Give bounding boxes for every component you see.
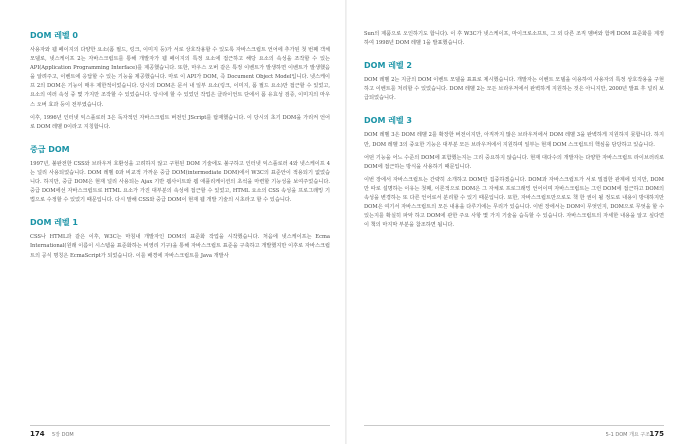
paragraph: 사용자와 웹 페이지의 다양한 요소(폼 필드, 링크, 이미지 등)가 서로 상호작용할 수 있도록 자바스크립트 언어에 추가된 첫 번째 객체 모델로, 넷스케이프 2는 자바스크립트를 통해 개발자가 웹 페이지의 특정 요소에 접근하고 해당 요소의 속성을 조작할 수 있는 API(Application Programming Interface)를 제공했습니다. 또한, 마우스 오버 같은 특정 이벤트가 발생하면 이벤트가 발생했음을 알려주고, 이벤트에 응답할 수 있는 기능을 제공했습니다. 마로 이 API가 DOM, 즉 Document Object Model입니다. 넷스케이프 2의 DOM은 기능이 매우 제한적이었습니다. 당시의 DOM은 문서 내 일부 요소(링크, 이미지, 폼 필드 요소)만 접근할 수 있었고, 요소의 여러 속성 중 몇 가지만 조작할 수 있었습니다. 당시에 할 수 있었던 작업은 클라이언트 단에서 폼 유효성 검증, 이미지의 마우스 오버 효과 등이 전부였습니다.: [30, 47, 330, 108]
paragraph: DOM 레벨 2는 지금의 DOM 이벤트 모델을 표표로 제시했습니다. 개발자는 이벤트 모델을 이용하여 사용자의 특정 상호작용을 구현하고 이벤트를 처리할 수 있었습니다. DOM 레벨 2는 모든 브라우저에서 완벽하게 지원하는 것은 아니지만, 2000년 발표 후 널리 보급되었습니다.: [364, 77, 664, 102]
paragraph: 이후, 1996년 인터넷 익스플로러 3은 독자적인 자바스크립트 버전인 JScript를 탑재했습니다. 이 당시의 초기 DOM을 가리켜 언어로 DOM 레벨 0이라고 지칭합니다.: [30, 114, 330, 130]
running-head: 5-1 DOM 개요 구조: [605, 432, 650, 438]
paragraph: DOM 레벨 3은 DOM 레벨 2를 확장한 버전이지만, 아직까지 많은 브라우저에서 DOM 레벨 3을 완벽하게 지원하지 못합니다. 하지만, DOM 레벨 3의 중요한 기능은 대부분 모든 브라우저에서 지원하며 일부는 현재 DOM 스크립트의 핵심을 담당하고 있습니다.: [364, 132, 664, 148]
left-footer: [0, 422, 346, 444]
heading-intermediate-dom: 중급 DOM: [30, 144, 70, 154]
paragraph: 이번 장에서 자바스크립트는 간략히 소개하고 DOM만 집중하겠습니다. DOM과 자바스크립트가 서로 밀접한 관계에 있지만, DOM만 따로 설명하는 이유는 첫째, 이론적으로 DOM은 그 자체로 프로그래밍 언어이며 자바스크립트는 그런 DOM에 접근하고 DOM의 속성을 변경하는 또 다른 언어로서 분리할 수 있기 때문입니다. 또한, 자바스크립트만으로도 책 한 권이 될 정도로 내용이 방대하지만 DOM은 여기서 자바스크립트의 모든 내용을 다루기에는 무리가 있습니다. 이번 장에서는 DOM이 무엇인지, DOM으로 무엇을 할 수 있는지를 확실히 파악 하고 DOM에 관한 주요 사항 몇 가지 기술을 습득할 수 있습니다. 자바스크립트의 자세한 내용을 알고 싶다면 이 책의 마지막 부분을 참조하면 됩니다.: [364, 176, 664, 229]
page-number: 175: [649, 430, 664, 438]
heading-dom-level-2: DOM 레벨 2: [364, 61, 412, 71]
running-head: 5장 DOM: [52, 432, 74, 438]
heading-dom-level-3: DOM 레벨 3: [364, 116, 412, 126]
right-page: [346, 0, 692, 444]
paragraph: 어떤 기능을 어느 수준의 DOM에 포함했는지는 그리 중요하지 않습니다. 현재 대다수의 개발자는 다양한 자바스크립트 라이브러리로 DOM에 접근하는 방식을 사용하기 때문입니다.: [364, 154, 664, 170]
paragraph: CSS나 HTML과 같은 이후, W3C는 마침내 개발자인 DOM의 표준화 작업을 시작했습니다. 처음에 넷스케이프는 Ecma International(원래 이름이 시스템을 표준화하는 비영리 기구)을 통해 자바스크립트 표준을 구축하고 개발했지만 이후로 자바스크립트의 공식 명칭은 EcmaScript가 되었습니다. 이를 배경에 자바스크립트를 Java 개발사: [30, 234, 330, 259]
heading-dom-level-1: DOM 레벨 1: [30, 218, 78, 228]
page-number: 174: [30, 430, 45, 438]
heading-dom-level-0: DOM 레벨 0: [30, 31, 78, 40]
right-footer: [346, 422, 692, 444]
paragraph: 1997년, 불완전한 CSS와 브라우저 호환성을 고려하지 않고 구현된 DOM 기술에도 불구하고 인터넷 익스플로러 4와 넷스케이프 4는 널리 사용되었습니다. DOM 레벨 0과 비교적 가까운 중급 DOM(intermediate DOM)에서 W3C의 표준안이 적용되기 없었습니다. 하지만, 중급 DOM은 현재 널리 사용되는 Ajax 기반 웹사이트와 웹 애플리케이션의 초석을 마련할 기능성을 보여주었습니다. 중급 DOM에선 자바스크립트로 HTML 요소가 가진 대부분의 속성에 접근할 수 있었고, HTML 요소의 CSS 속성을 프로그래밍 기법으로 수정할 수 있었기 때문입니다. 다시 말해 CSS와 중급 DOM이 현재 웹 개발 기술의 시초라고 할 수 있습니다.: [30, 160, 330, 204]
paragraph: Sun의 제품으로 오인하기도 합니다). 이 후 W3C가 넷스케이프, 마이크로소프트, 그 외 다른 조직 멤버와 함께 DOM 표준화를 계정하여 1998년 DOM 레벨 1을 발표했습니다.: [364, 31, 664, 47]
